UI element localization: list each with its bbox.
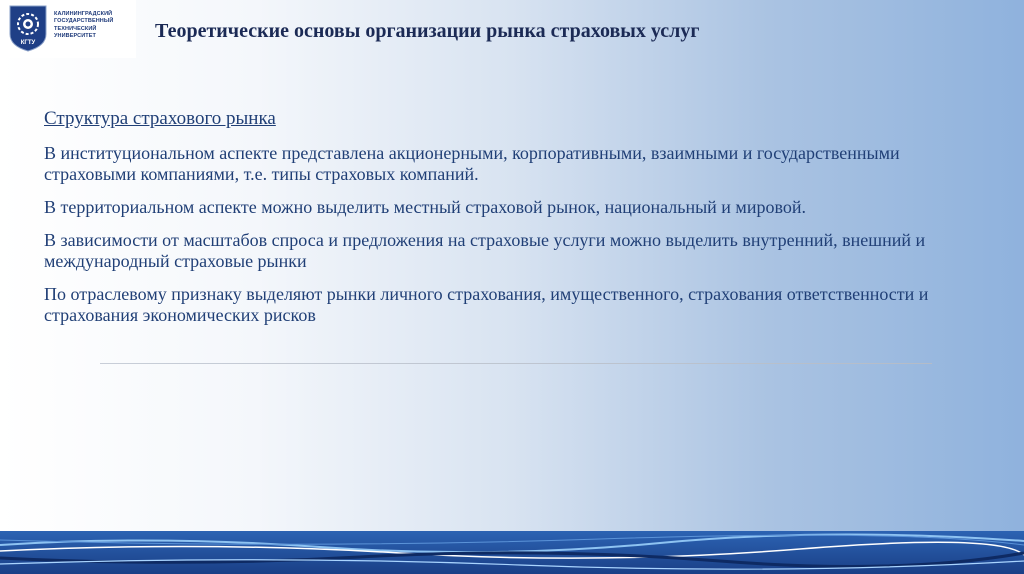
logo-line: УНИВЕРСИТЕТ (54, 33, 96, 40)
university-name (54, 11, 134, 41)
slide-content (44, 108, 964, 338)
logo-abbr: КГТУ (20, 40, 36, 46)
divider-line (100, 363, 932, 364)
logo-line: КАЛИНИНГРАДСКИЙ (54, 11, 113, 17)
paragraph: В территориальном аспекте можно выделить местный страховой рынок, национальный и мировой. (44, 197, 806, 217)
decorative-wave-strip (0, 531, 1024, 574)
university-logo (0, 0, 136, 58)
slide-subtitle: Структура страхового рынка (44, 108, 276, 129)
paragraph: По отраслевому признаку выделяют рынки личного страхования, имущественного, страхования ответственности и страхования экономических рисков (44, 284, 929, 325)
logo-line: ГОСУДАРСТВЕННЫЙ (54, 18, 114, 25)
university-emblem-icon (8, 4, 48, 52)
slide-title: Теоретические основы организации рынка страховых услуг (155, 20, 700, 42)
logo-line: ТЕХНИЧЕСКИЙ (54, 25, 97, 32)
paragraph: В зависимости от масштабов спроса и предложения на страховые услуги можно выделить внутренний, внешний и международный страховые рынки (44, 230, 926, 271)
paragraph: В институциональном аспекте представлена акционерными, корпоративными, взаимными и государственными страховыми компаниями, т.е. типы страховых компаний. (44, 143, 900, 184)
